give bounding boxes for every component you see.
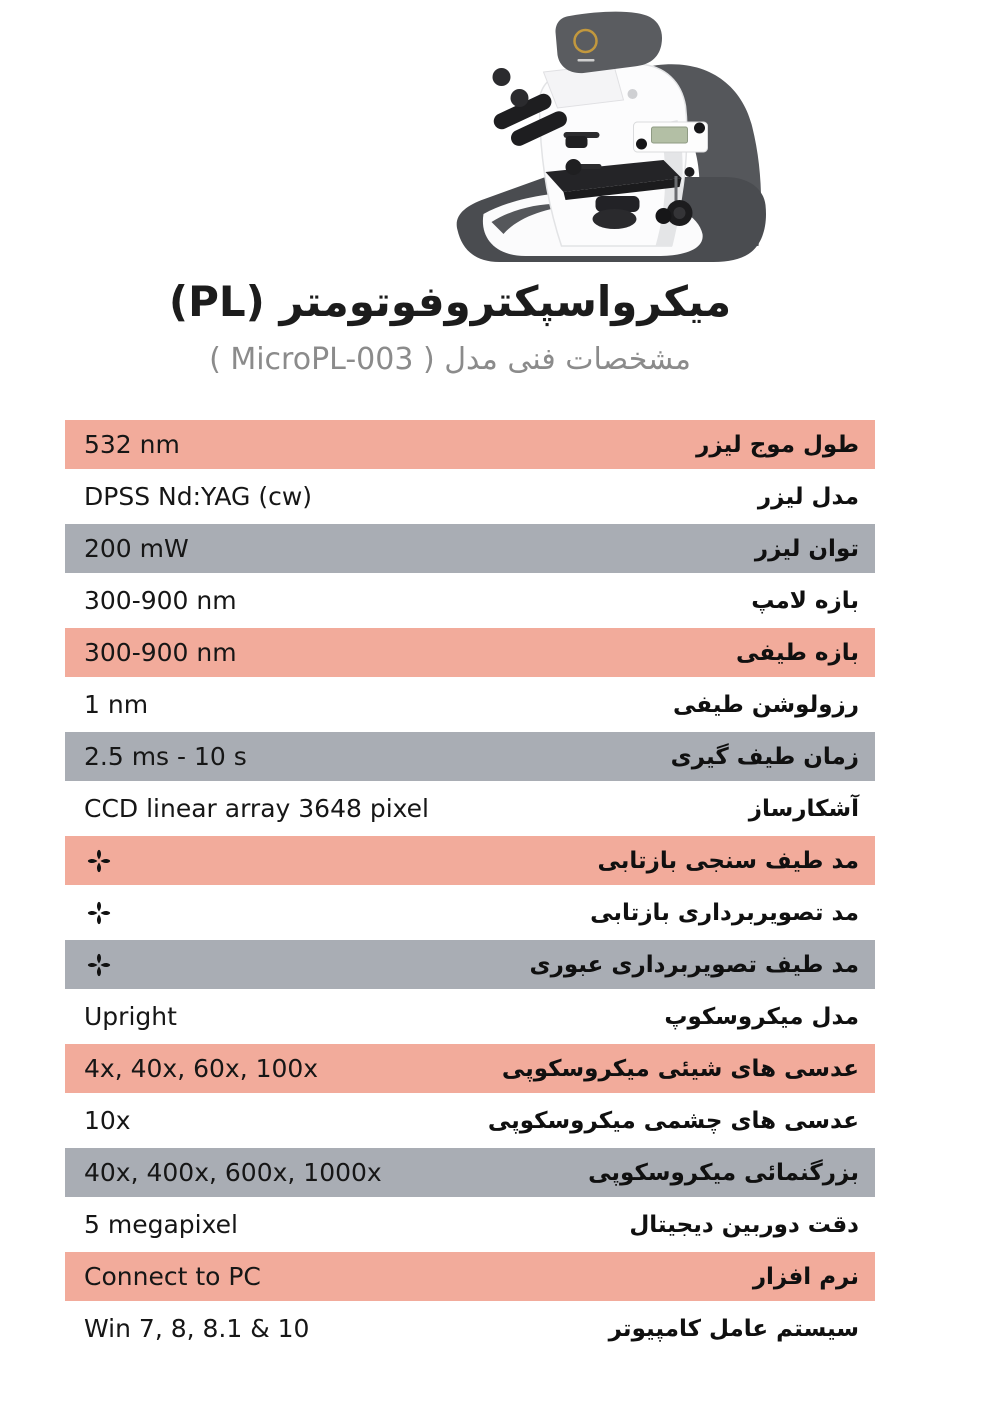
spec-label: مد طیف تصویربرداری عبوری xyxy=(529,951,859,978)
table-row xyxy=(65,524,875,573)
table-row xyxy=(65,472,875,521)
page-title: میکرواسپکتروفوتومتر (PL) xyxy=(168,277,732,326)
spec-label: مدل میکروسکوپ xyxy=(664,1003,859,1030)
spec-label: عدسی های چشمی میکروسکوپی xyxy=(487,1107,859,1134)
spec-label: سیستم عامل کامپیوتر xyxy=(608,1315,859,1342)
spec-label: آشکارساز xyxy=(748,795,859,822)
table-row xyxy=(65,732,875,781)
spec-value: 300-900 nm xyxy=(84,586,237,615)
spec-value-icon xyxy=(65,898,114,928)
four-teardrop-asterisk-icon xyxy=(84,898,114,928)
spec-value: Connect to PC xyxy=(84,1262,261,1291)
spec-value: 5 megapixel xyxy=(84,1210,238,1239)
table-row xyxy=(65,784,875,833)
table-row xyxy=(65,576,875,625)
table-row xyxy=(65,1044,875,1093)
spec-value: 10x xyxy=(84,1106,131,1135)
microscope-image xyxy=(425,6,790,274)
table-row xyxy=(65,1200,875,1249)
spec-label: توان لیزر xyxy=(754,535,859,562)
spec-value: CCD linear array 3648 pixel xyxy=(84,794,430,823)
table-row xyxy=(65,940,875,989)
table-row xyxy=(65,1304,875,1353)
spec-value: 2.5 ms - 10 s xyxy=(84,742,247,771)
spec-label: مد طیف سنجی بازتابی xyxy=(597,847,859,874)
table-row xyxy=(65,992,875,1041)
spec-value: 200 mW xyxy=(84,534,189,563)
spec-value-icon xyxy=(65,950,114,980)
spec-label: رزولوشن طیفی xyxy=(672,691,859,718)
table-row xyxy=(65,1096,875,1145)
spec-label: دقت دوربین دیجیتال xyxy=(629,1211,859,1238)
spec-value: 40x, 400x, 600x, 1000x xyxy=(84,1158,382,1187)
page-subtitle: مشخصات فنی مدل ( MicroPL-003 ) xyxy=(209,342,691,377)
spec-label: بزرگنمائی میکروسکوپی xyxy=(588,1159,859,1186)
table-row xyxy=(65,420,875,469)
microscope-illustration xyxy=(425,6,790,274)
spec-label: بازه لامپ xyxy=(751,587,859,614)
table-row xyxy=(65,836,875,885)
spec-label: بازه طیفی xyxy=(736,639,859,666)
spec-value: Upright xyxy=(84,1002,177,1031)
table-row xyxy=(65,680,875,729)
spec-value-icon xyxy=(65,846,114,876)
four-teardrop-asterisk-icon xyxy=(84,950,114,980)
table-row xyxy=(65,1148,875,1197)
spec-label: مد تصویربرداری بازتابی xyxy=(590,899,859,926)
spec-label: طول موج لیزر xyxy=(696,431,859,458)
table-row xyxy=(65,1252,875,1301)
spec-value: 1 nm xyxy=(84,690,149,719)
spec-value: 300-900 nm xyxy=(84,638,237,667)
spec-label: زمان طیف گیری xyxy=(670,743,859,770)
four-teardrop-asterisk-icon xyxy=(84,846,114,876)
spec-value: 532 nm xyxy=(84,430,180,459)
spec-value: 4x, 40x, 60x, 100x xyxy=(84,1054,319,1083)
spec-value: DPSS Nd:YAG (cw) xyxy=(84,482,313,511)
spec-value: Win 7, 8, 8.1 & 10 xyxy=(84,1314,310,1343)
table-row xyxy=(65,628,875,677)
spec-label: عدسی های شیئی میکروسکوپی xyxy=(501,1055,859,1082)
table-row xyxy=(65,888,875,937)
spec-label: نرم افزار xyxy=(752,1263,859,1290)
spec-label: مدل لیزر xyxy=(757,483,859,510)
spec-table xyxy=(65,420,875,1356)
